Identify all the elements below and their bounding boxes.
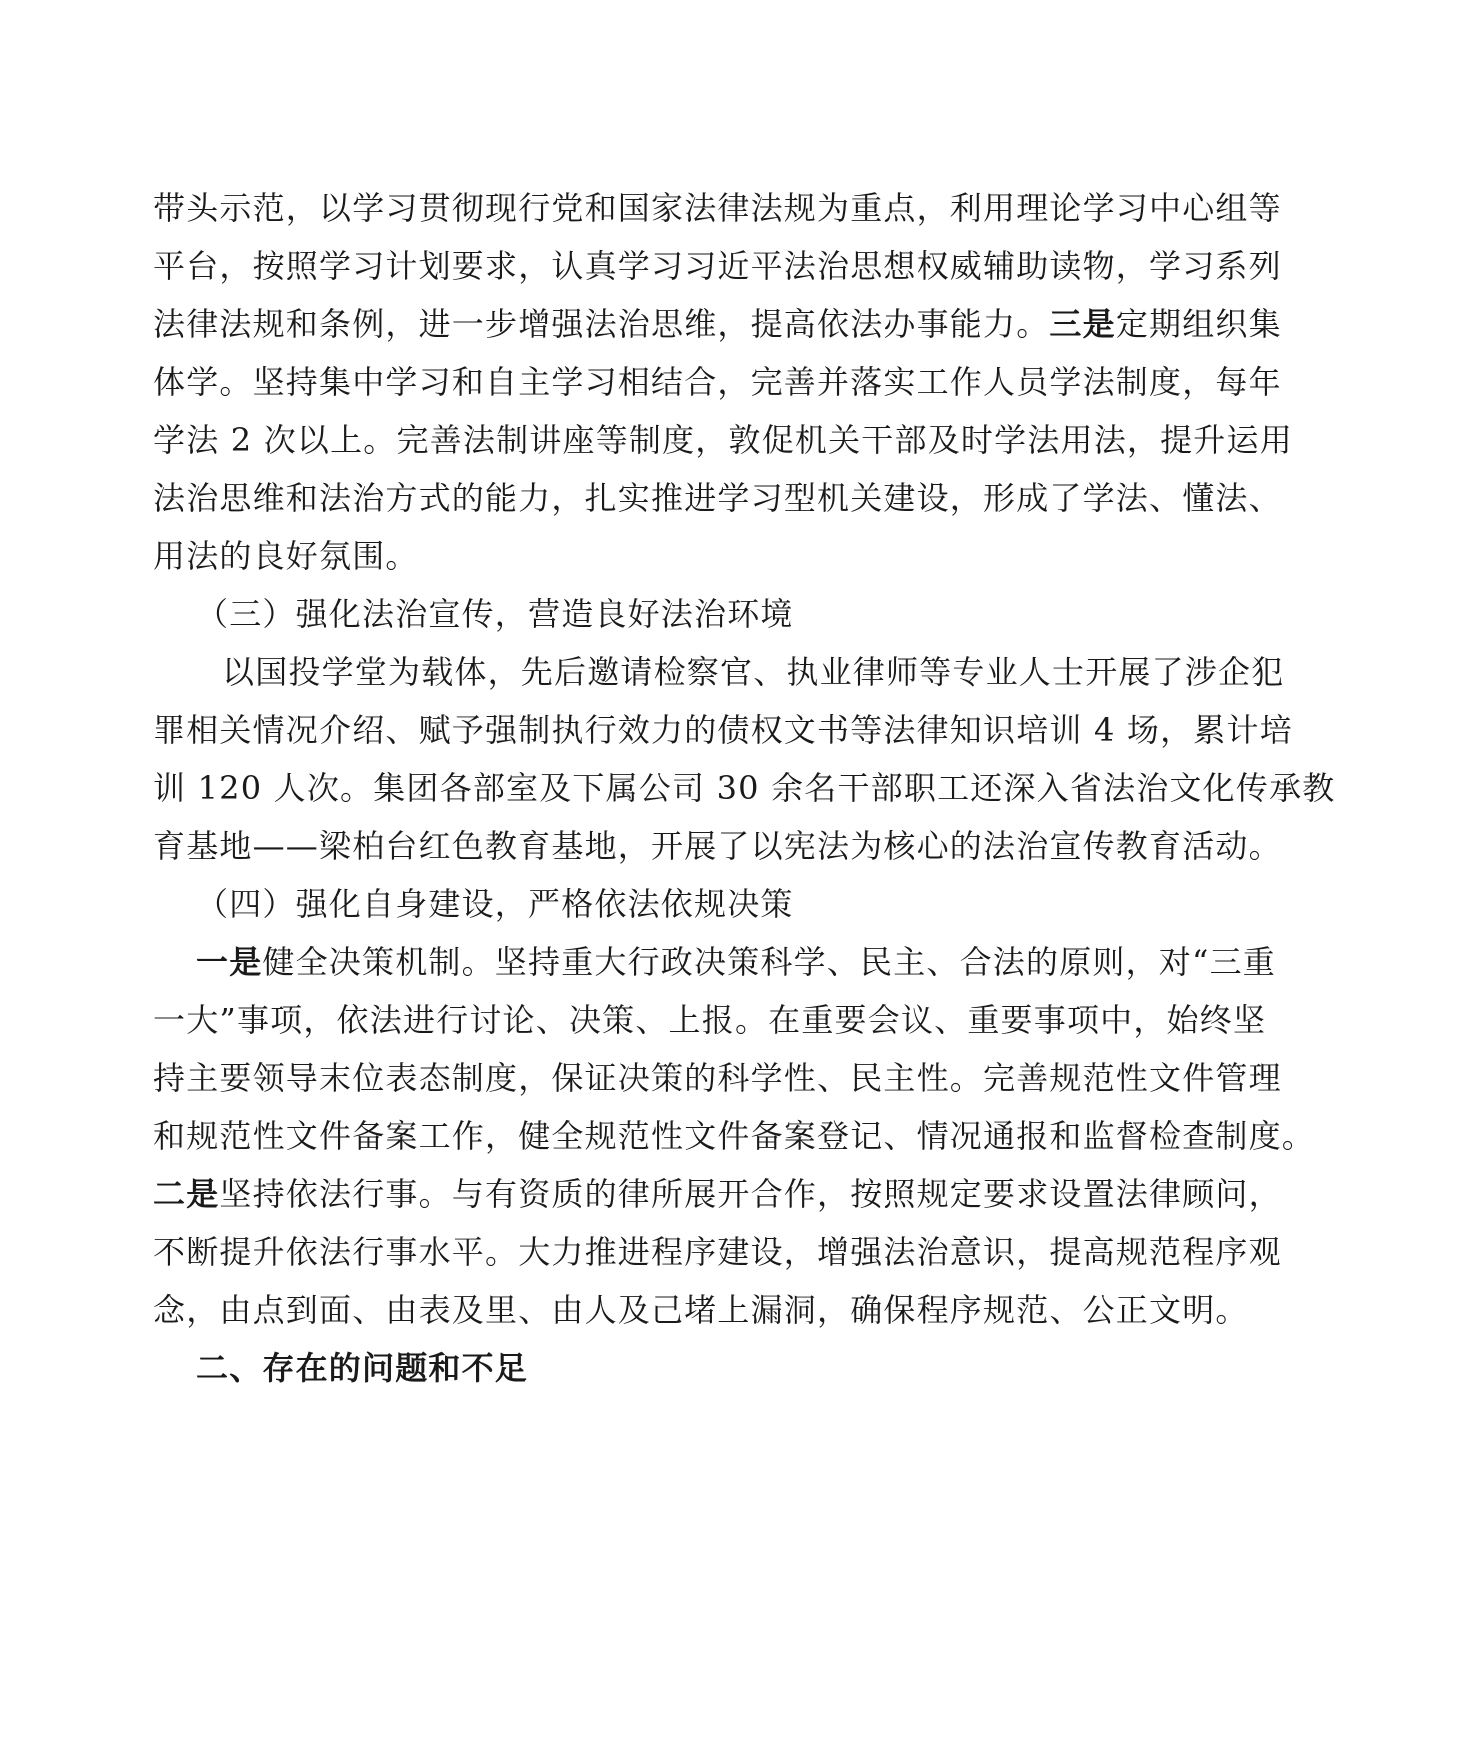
emphasis-label: 三是 [1049, 305, 1116, 343]
emphasis-label: 二是 [153, 1175, 220, 1213]
paragraph-line: 训 120 人次。集团各部室及下属公司 30 余名干部职工还深入省法治文化传承教 [153, 769, 1336, 807]
paragraph-line: 育基地——梁柏台红色教育基地，开展了以宪法为核心的法治宣传教育活动。 [153, 827, 1282, 865]
paragraph-line: 法治思维和法治方式的能力，扎实推进学习型机关建设，形成了学法、懂法、 [153, 479, 1282, 517]
paragraph-line: 用法的良好氛围。 [153, 537, 419, 575]
paragraph-text: 法律法规和条例，进一步增强法治思维，提高依法办事能力。 [153, 305, 1050, 343]
paragraph-line: 罪相关情况介绍、赋予强制执行效力的债权文书等法律知识培训 4 场，累计培 [153, 711, 1293, 749]
paragraph-line: 和规范性文件备案工作，健全规范性文件备案登记、情况通报和监督检查制度。 [153, 1117, 1316, 1155]
section-heading: （四）强化自身建设，严格依法依规决策 [196, 885, 794, 923]
paragraph-line: 不断提升依法行事水平。大力推进程序建设，增强法治意识，提高规范程序观 [153, 1233, 1282, 1271]
paragraph-line: 一大”事项，依法进行讨论、决策、上报。在重要会议、重要事项中，始终坚 [153, 1001, 1267, 1039]
section-heading: （三）强化法治宣传，营造良好法治环境 [196, 595, 794, 633]
paragraph-line: 念，由点到面、由表及里、由人及己堵上漏洞，确保程序规范、公正文明。 [153, 1291, 1249, 1329]
paragraph-line: 平台，按照学习计划要求，认真学习习近平法治思想权威辅助读物，学习系列 [153, 247, 1282, 285]
emphasis-label: 一是 [196, 943, 263, 981]
paragraph-line [153, 304, 1282, 344]
major-heading: 二、存在的问题和不足 [196, 1349, 529, 1387]
paragraph-line [196, 942, 1276, 982]
paragraph-text: 健全决策机制。坚持重大行政决策科学、民主、合法的原则，对“三重 [262, 943, 1276, 981]
paragraph-line: 带头示范，以学习贯彻现行党和国家法律法规为重点，利用理论学习中心组等 [153, 189, 1282, 227]
paragraph-line: 持主要领导末位表态制度，保证决策的科学性、民主性。完善规范性文件管理 [153, 1059, 1282, 1097]
paragraph-line: 以国投学堂为载体，先后邀请检察官、执业律师等专业人士开展了涉企犯 [222, 653, 1285, 691]
paragraph-text: 坚持依法行事。与有资质的律所展开合作，按照规定要求设置法律顾问， [219, 1175, 1282, 1213]
paragraph-line: 体学。坚持集中学习和自主学习相结合，完善并落实工作人员学法制度，每年 [153, 363, 1282, 401]
paragraph-text: 定期组织集 [1115, 305, 1282, 343]
paragraph-line: 学法 2 次以上。完善法制讲座等制度，敦促机关干部及时学法用法，提升运用 [153, 421, 1293, 459]
paragraph-line [153, 1174, 1282, 1214]
